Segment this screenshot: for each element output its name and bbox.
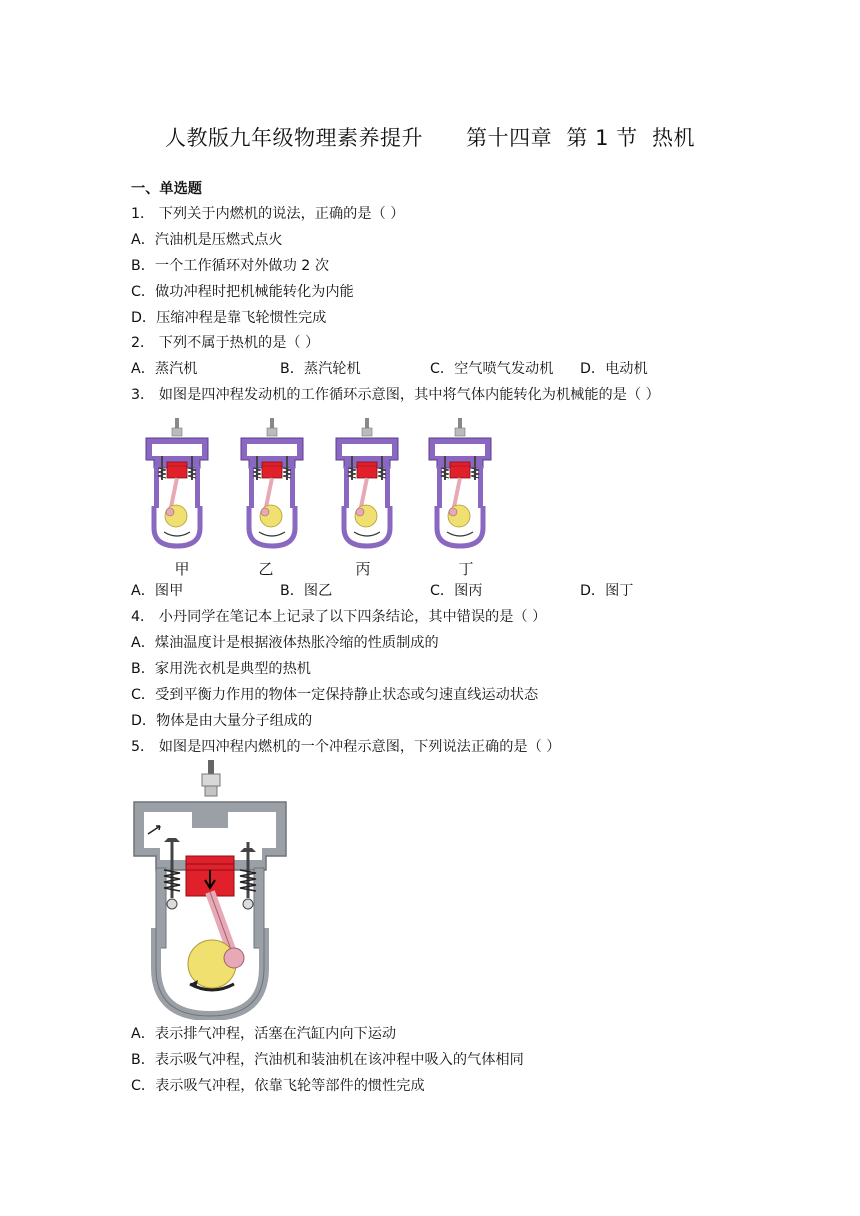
question-2-stem: 2． 下列不属于热机的是（ ）	[131, 335, 320, 351]
question-5-stem: 5． 如图是四冲程内燃机的一个冲程示意图，下列说法正确的是（ ）	[131, 739, 561, 755]
intake-stroke-figure	[130, 758, 290, 1020]
question-5-option-a: A．表示排气冲程，活塞在汽缸内向下运动	[131, 1026, 397, 1042]
question-5-option-c: C．表示吸气冲程，依靠飞轮等部件的惯性完成	[131, 1078, 425, 1094]
question-1-option-c: C．做功冲程时把机械能转化为内能	[131, 284, 354, 300]
question-4-option-a: A．煤油温度计是根据液体热胀冷缩的性质制成的	[131, 635, 439, 651]
question-2-option-c: C．空气喷气发动机	[430, 361, 554, 377]
four-stroke-cycle-figure	[138, 418, 506, 550]
question-3-option-c: C．图丙	[430, 583, 483, 599]
question-1-option-b: B．一个工作循环对外做功 2 次	[131, 258, 330, 274]
question-3-option-b: B．图乙	[280, 583, 333, 599]
question-3-stem: 3． 如图是四冲程发动机的工作循环示意图，其中将气体内能转化为机械能的是（ ）	[131, 387, 660, 403]
question-4-option-b: B．家用洗衣机是典型的热机	[131, 661, 311, 677]
question-1-option-a: A．汽油机是压燃式点火	[131, 232, 283, 248]
question-5-option-b: B．表示吸气冲程，汽油机和装油机在该冲程中吸入的气体相同	[131, 1052, 524, 1068]
question-2-option-b: B．蒸汽轮机	[280, 361, 361, 377]
figure-caption-ding: 丁	[458, 560, 474, 578]
question-3-option-a: A．图甲	[131, 583, 184, 599]
question-4-option-c: C．受到平衡力作用的物体一定保持静止状态或匀速直线运动状态	[131, 687, 539, 703]
question-4-stem: 4． 小丹同学在笔记本上记录了以下四条结论，其中错误的是（ ）	[131, 609, 547, 625]
question-1-stem: 1． 下列关于内燃机的说法，正确的是（ ）	[131, 206, 405, 222]
figure-caption-bing: 丙	[355, 560, 371, 578]
section-heading: 一、单选题	[131, 181, 202, 197]
question-2-option-a: A．蒸汽机	[131, 361, 198, 377]
question-2-option-d: D．电动机	[580, 361, 648, 377]
figure-caption-jia: 甲	[174, 560, 190, 578]
figure-caption-yi: 乙	[258, 560, 274, 578]
question-4-option-d: D．物体是由大量分子组成的	[131, 713, 313, 729]
question-1-option-d: D．压缩冲程是靠飞轮惯性完成	[131, 310, 327, 326]
page-title: 人教版九年级物理素养提升 第十四章 第 1 节 热机	[165, 126, 695, 150]
question-3-option-d: D．图丁	[580, 583, 634, 599]
